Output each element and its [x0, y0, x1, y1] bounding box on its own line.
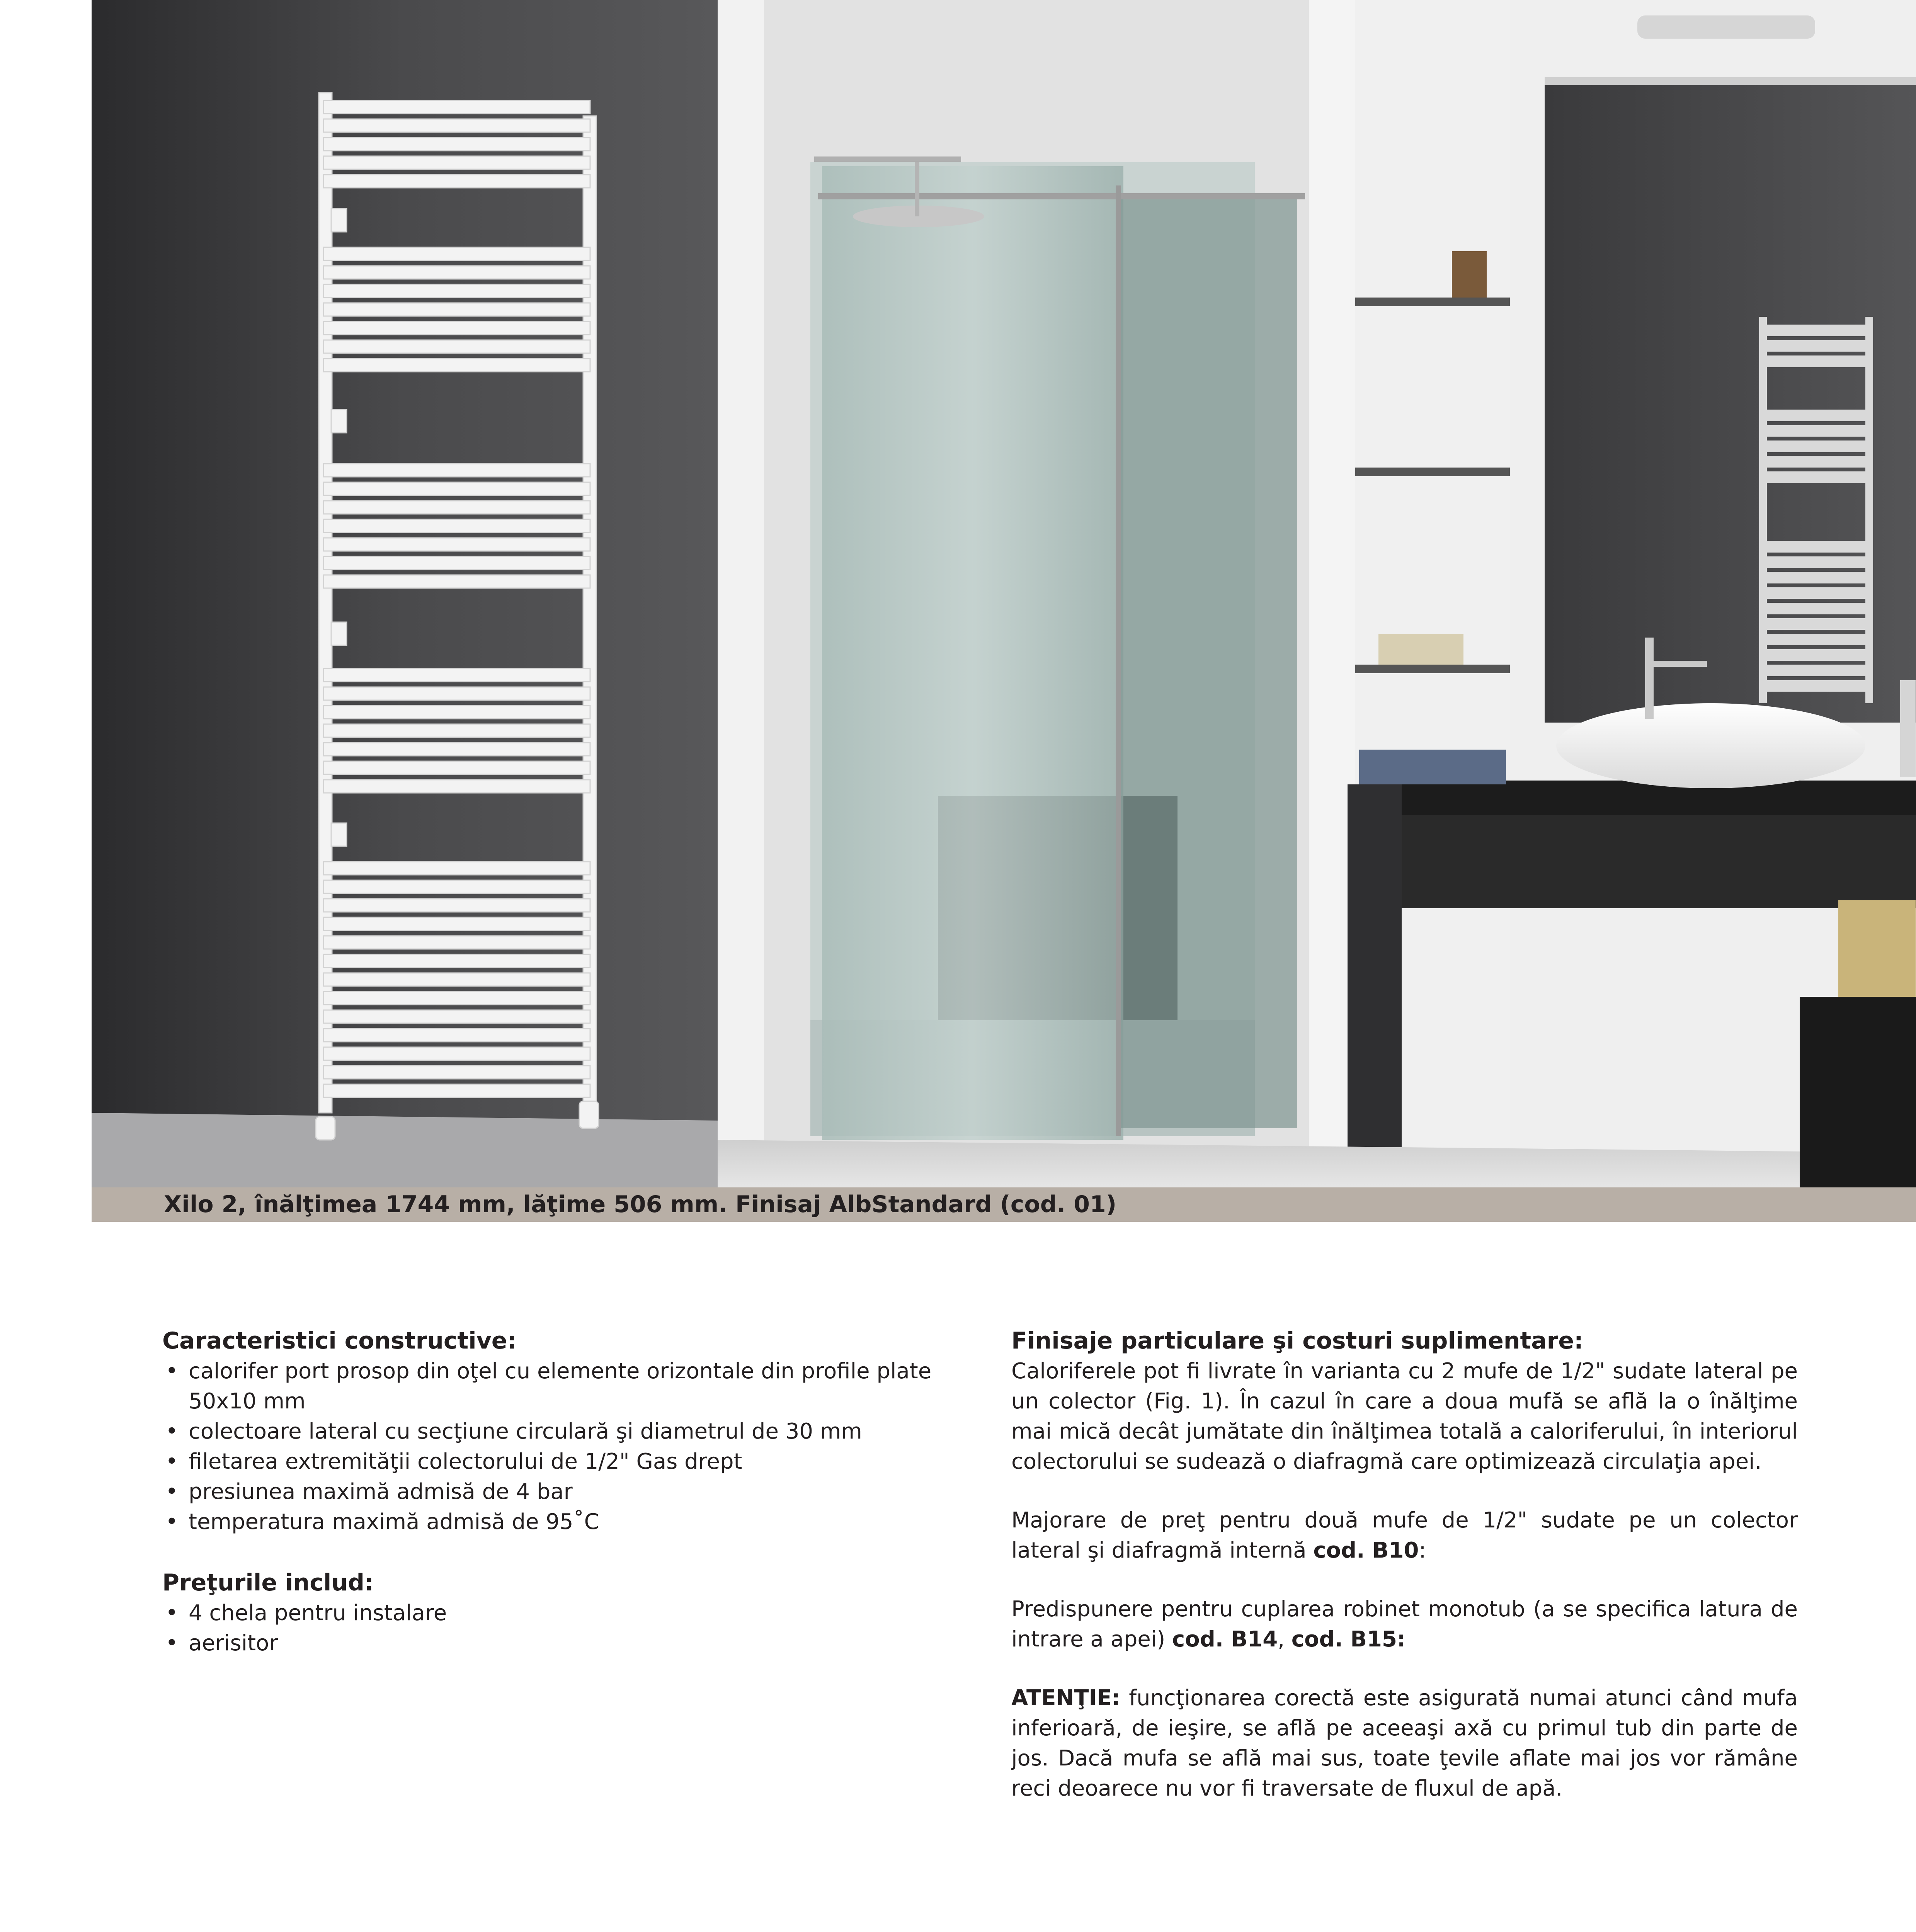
- finishes-paragraph: Caloriferele pot fi livrate în varianta cu 2 mufe de 1/2" sudate lateral pe un colector (Fig. 1). În cazul în care a doua mufă se află la o înălţime mai mică decât jumătate din înălţimea totală a caloriferului, în interiorul colectorului se sudează o diafragmă care optimizează circulaţia apei.: [1011, 1359, 1798, 1474]
- code-separator: ,: [1278, 1627, 1292, 1652]
- b10-code: cod. B10: [1313, 1538, 1419, 1563]
- special-finishes-title: Finisaje particulare şi costuri suplimentare:: [1011, 1327, 1583, 1354]
- list-item: • filetarea extremităţii colectorului de 1/2" Gas drept: [162, 1447, 955, 1477]
- list-item: • 4 chela pentru instalare: [162, 1598, 955, 1628]
- warning-paragraph: [1011, 1683, 1798, 1804]
- list-item: • temperatura maximă admisă de 95˚C: [162, 1507, 955, 1537]
- price-includes-title: Preţurile includ:: [162, 1569, 374, 1596]
- b14-code: cod. B14: [1172, 1627, 1278, 1652]
- warning-text: funcţionarea corectă este asigurată numai atunci când mufa inferioară, de ieşire, se află pe aceeaşi axă cu primul tub din parte de jos. Dacă mufa se află mai sus, toate ţevile aflate mai jos vor rămâne reci deoarece nu vor fi traversate de fluxul de apă.: [1011, 1685, 1798, 1801]
- construction-features-title: Caracteristici constructive:: [162, 1327, 517, 1354]
- finishes-column: [1011, 1325, 1798, 1804]
- list-item: • presiunea maximă admisă de 4 bar: [162, 1477, 955, 1507]
- bathroom-scene-image: [92, 0, 1916, 1187]
- specifications-column: [162, 1325, 955, 1658]
- product-photo: [92, 0, 1916, 1187]
- list-item: • aerisitor: [162, 1628, 955, 1658]
- list-item: • calorifer port prosop din oţel cu elemente orizontale din profile plate 50x10 mm: [162, 1356, 955, 1417]
- b14-text: Predispunere pentru cuplarea robinet monotub (a se specifica latura de intrare a apei): [1011, 1597, 1798, 1652]
- list-item: • colectoare lateral cu secţiune circulară şi diametrul de 30 mm: [162, 1417, 955, 1447]
- b10-end: :: [1419, 1538, 1426, 1563]
- construction-features-list: [162, 1356, 955, 1537]
- b10-paragraph: [1011, 1505, 1798, 1566]
- b15-code: cod. B15:: [1291, 1627, 1406, 1652]
- b10-text: Majorare de preţ pentru două mufe de 1/2" sudate pe un colector lateral şi diafragmă internă: [1011, 1508, 1798, 1563]
- b14-b15-paragraph: [1011, 1594, 1798, 1655]
- photo-caption: Xilo 2, înălţimea 1744 mm, lăţime 506 mm. Finisaj AlbStandard (cod. 01): [92, 1187, 1916, 1222]
- warning-label: ATENŢIE:: [1011, 1685, 1120, 1711]
- price-includes-list: [162, 1598, 955, 1658]
